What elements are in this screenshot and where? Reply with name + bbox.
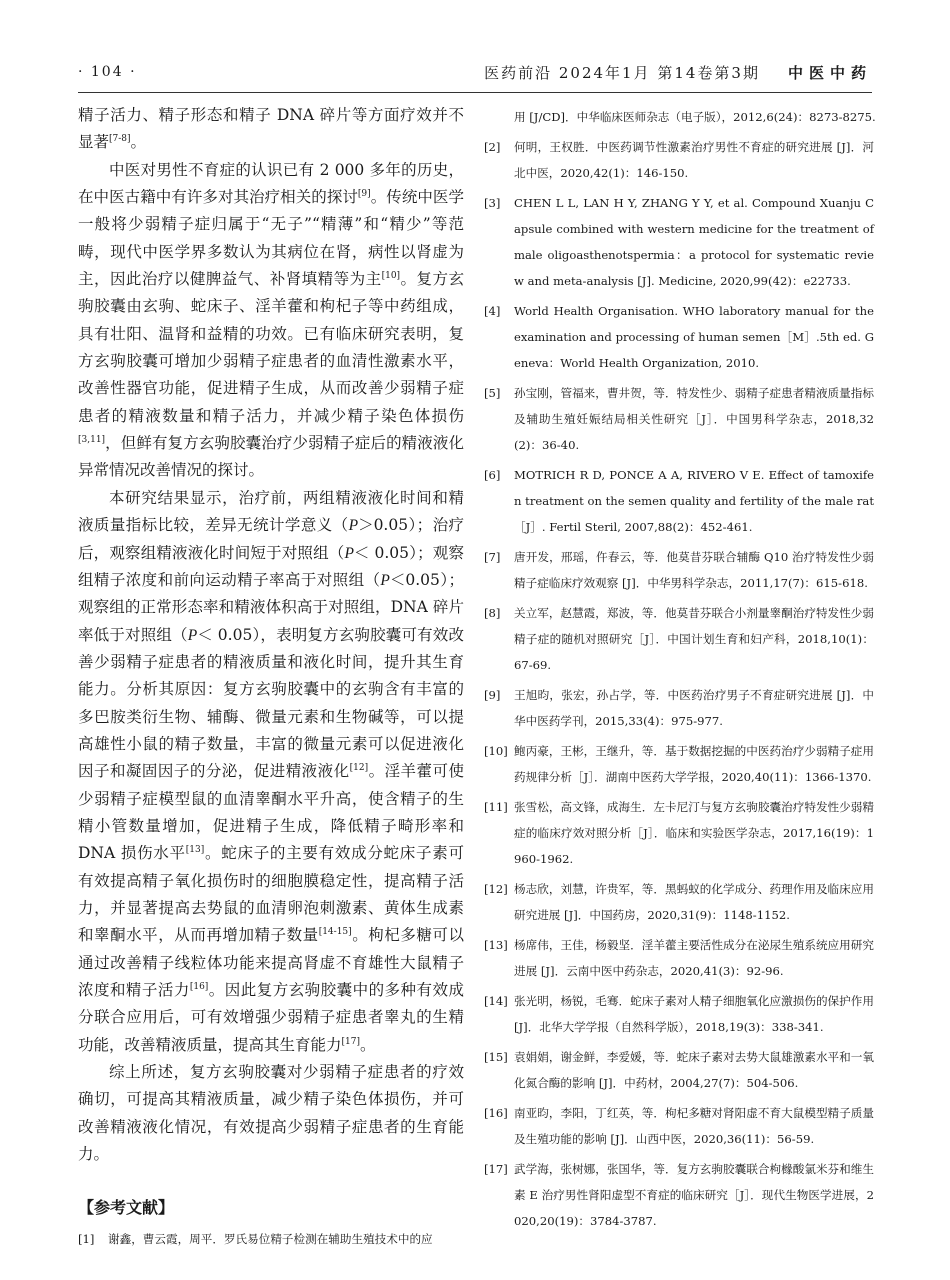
reference-text: 杨志欣，刘慧，许贵军，等．黑蚂蚁的化学成分、药理作用及临床应用研究进展 [J]．中国药房，2020,31(9)：1148-1152. — [514, 882, 874, 922]
reference-text: 张雪松，高文锋，成海生．左卡尼汀与复方玄驹胶囊治疗特发性少弱精症的临床疗效对照分析［J］．临床和实验医学杂志，2017,16(19)：1960-1962. — [514, 800, 874, 866]
reference-number: [1] — [78, 1231, 95, 1246]
header-rule — [78, 92, 872, 93]
reference-number: [12] — [484, 882, 508, 896]
reference-text: 唐开发，邢瑶，仵春云，等．他莫昔芬联合辅酶 Q10 治疗特发性少弱精子症临床疗效观察 [J]．中华男科学杂志，2011,17(7)：615-618. — [514, 550, 874, 590]
reference-item — [484, 1156, 874, 1234]
reference-item — [484, 682, 874, 734]
body-paragraph: 精子活力、精子形态和精子 DNA 碎片等方面疗效并不显著[7-8]。 — [78, 106, 464, 152]
reference-item — [78, 1226, 464, 1252]
citation: [14-15] — [318, 927, 352, 938]
running-header — [78, 62, 872, 88]
reference-number: [17] — [484, 1162, 508, 1176]
reference-text: 孙宝刚，管福来，曹井贺，等．特发性少、弱精子症患者精液质量指标及辅助生殖妊娠结局相关性研究［J］．中国男科学杂志，2018,32(2)：36-40. — [514, 386, 874, 452]
reference-item — [484, 1044, 874, 1096]
body-paragraph: 本研究结果显示，治疗前，两组精液液化时间和精液质量指标比较，差异无统计学意义（P＞0.05）；治疗后，观察组精液液化时间短于对照组（P＜ 0.05）；观察组精子浓度和前向运动精子率高于对照组（P＜0.05）；观察组的正常形态率和精液体积高于对照组，DNA 碎片率低于对照组（P＜ 0.05），表明复方玄驹胶囊可有效改善少弱精子症患者的精液质量和液化时间，提升其生育能力。分析其原因：复方玄驹胶囊中的玄驹含有丰富的多巴胺类衍生物、辅酶、微量元素和生物碱等，可以提高雄性小鼠的精子数量，丰富的微量元素可以促进液化因子和凝固因子的分泌，促进精液液化[12]。淫羊藿可使少弱精子症模型鼠的血清睾酮水平升高，使含精子的生精小管数量增加，促进精子生成，降低精子畸形率和 DNA 损伤水平[13]。蛇床子的主要有效成分蛇床子素可有效提高精子氧化损伤时的细胞膜稳定性，提高精子活力，并显著提高去势鼠的血清卵泡刺激素、黄体生成素和睾酮水平，从而再增加精子数量[14-15]。枸杞多糖可以通过改善精子线粒体功能来提高肾虚不育雄性大鼠精子浓度和精子活力[16]。因此复方玄驹胶囊中的多种有效成分联合应用后，可有效增强少弱精子症患者睾丸的生精功能，改善精液质量，提高其生育能力[17]。 — [78, 488, 464, 1054]
reference-number: [4] — [484, 304, 501, 318]
page-number: · 104 · — [78, 64, 137, 80]
reference-item — [484, 932, 874, 984]
reference-item — [484, 876, 874, 928]
reference-text: 关立军，赵慧霞，郑波，等．他莫昔芬联合小剂量睾酮治疗特发性少弱精子症的随机对照研究［J］．中国计划生育和妇产科，2018,10(1)：67-69. — [514, 606, 874, 672]
reference-continuation: 用 [J/CD]．中华临床医师杂志（电子版），2012,6(24)：8273-8275. — [514, 110, 876, 124]
reference-item — [484, 190, 874, 294]
left-column — [78, 102, 464, 1252]
reference-item — [484, 298, 874, 376]
citation: [12] — [349, 763, 369, 774]
reference-number: [10] — [484, 744, 508, 758]
reference-number: [7] — [484, 550, 501, 564]
reference-number: [16] — [484, 1106, 508, 1120]
reference-number: [8] — [484, 606, 501, 620]
reference-number: [9] — [484, 688, 501, 702]
reference-item — [484, 462, 874, 540]
right-column — [484, 104, 874, 1238]
reference-item — [484, 1100, 874, 1152]
reference-text: 鲍丙豪，王彬，王继升，等．基于数据挖掘的中医药治疗少弱精子症用药规律分析［J］．湖南中医药大学学报，2020,40(11)：1366-1370. — [514, 744, 874, 784]
p-value-symbol: P — [187, 626, 198, 644]
reference-number: [14] — [484, 994, 508, 1008]
body-paragraph: 综上所述，复方玄驹胶囊对少弱精子症患者的疗效确切，可提高其精液质量，减少精子染色体损伤，并可改善精液液化情况，有效提高少弱精子症患者的生育能力。 — [78, 1063, 464, 1164]
reference-number: [3] — [484, 196, 501, 210]
reference-text: 武学海，张树娜，张国华，等．复方玄驹胶囊联合枸橼酸氯米芬和维生素 E 治疗男性肾阳虚型不育症的临床研究［J］．现代生物医学进展，2020,20(19)：3784-3787. — [514, 1162, 874, 1228]
journal-info — [484, 62, 872, 83]
section-title: 中医中药 — [787, 64, 872, 82]
citation: [16] — [189, 982, 209, 992]
reference-item — [484, 794, 874, 872]
reference-text: 谢鑫，曹云霞，周平．罗氏易位精子检测在辅助生殖技术中的应 — [108, 1231, 433, 1246]
reference-text: CHEN L L, LAN H Y, ZHANG Y Y, et al. Compound Xuanju Capsule combined with western medicine for the treatment of male oligoasthenotspermia：a protocol for systematic review and meta-analysis [J]. Medicine, 2020,99(42)：e22733. — [514, 196, 874, 288]
reference-item — [484, 738, 874, 790]
reference-text: MOTRICH R D, PONCE A A, RIVERO V E. Effect of tamoxifen treatment on the semen quality and fertility of the male rat［J］. Fertil Steril, 2007,88(2)：452-461. — [514, 468, 874, 534]
references-heading: 【参考文献】 — [78, 1198, 175, 1218]
p-value-symbol: P — [348, 517, 359, 535]
citation: [13] — [185, 845, 205, 856]
reference-number: [15] — [484, 1050, 508, 1064]
citation: [3,11] — [78, 435, 106, 446]
citation: [7-8] — [109, 134, 131, 145]
reference-list — [484, 134, 874, 1234]
reference-item — [484, 134, 874, 186]
reference-text: 杨席伟，王佳，杨毅坚．淫羊藿主要活性成分在泌尿生殖系统应用研究进展 [J]．云南中医中药杂志，2020,41(3)：92-96. — [514, 938, 874, 978]
reference-number: [11] — [484, 800, 508, 814]
reference-item — [484, 600, 874, 678]
reference-number: [2] — [484, 140, 501, 154]
reference-number: [5] — [484, 386, 501, 400]
reference-text: World Health Organisation. WHO laboratory manual for the examination and processing of human semen［M］.5th ed. Geneva：World Health Organization, 2010. — [514, 304, 874, 370]
body-paragraph: 中医对男性不育症的认识已有 2 000 多年的历史，在中医古籍中有许多对其治疗相关的探讨[9]。传统中医学一般将少弱精子症归属于“无子”“精薄”和“精少”等范畴，现代中医学界多数认为其病位在肾，病性以肾虚为主，因此治疗以健脾益气、补肾填精等为主[10]。复方玄驹胶囊由玄驹、蛇床子、淫羊藿和枸杞子等中药组成，具有壮阳、温肾和益精的功效。已有临床研究表明，复方玄驹胶囊可增加少弱精子症患者的血清性激素水平，改善性器官功能，促进精子生成，从而改善少弱精子症患者的精液数量和精子活力，并减少精子染色体损伤[3,11]，但鲜有复方玄驹胶囊治疗少弱精子症后的精液液化异常情况改善情况的探讨。 — [78, 160, 464, 480]
reference-text: 王旭昀，张宏，孙占学，等．中医药治疗男子不育症研究进展 [J]．中华中医药学刊，2015,33(4)：975-977. — [514, 688, 874, 728]
citation: [9] — [357, 189, 371, 200]
reference-number: [6] — [484, 468, 501, 482]
p-value-symbol: P — [380, 571, 390, 589]
reference-item — [484, 380, 874, 458]
reference-item — [484, 544, 874, 596]
journal-issue: 医药前沿 2024年1月 第14卷第3期 — [484, 64, 760, 82]
reference-item — [484, 988, 874, 1040]
citation: [10] — [381, 271, 401, 282]
reference-text: 张光明，杨锐，毛骞．蛇床子素对人精子细胞氧化应激损伤的保护作用 [J]．北华大学学报（自然科学版），2018,19(3)：338-341. — [514, 994, 874, 1034]
citation: [17] — [341, 1036, 360, 1047]
p-value-symbol: P — [344, 544, 354, 562]
reference-text: 袁娟娟，谢金鲜，李爱媛，等．蛇床子素对去势大鼠雄激素水平和一氧化氮合酶的影响 [J]．中药材，2004,27(7)：504-506. — [514, 1050, 874, 1090]
reference-text: 南亚昀，李阳，丁红英，等．枸杞多糖对肾阳虚不育大鼠模型精子质量及生殖功能的影响 [J]．山西中医，2020,36(11)：56-59. — [514, 1106, 874, 1146]
reference-text: 何明，王权胜．中医药调节性激素治疗男性不育症的研究进展 [J]．河北中医，2020,42(1)：146-150. — [514, 140, 874, 180]
reference-number: [13] — [484, 938, 508, 952]
